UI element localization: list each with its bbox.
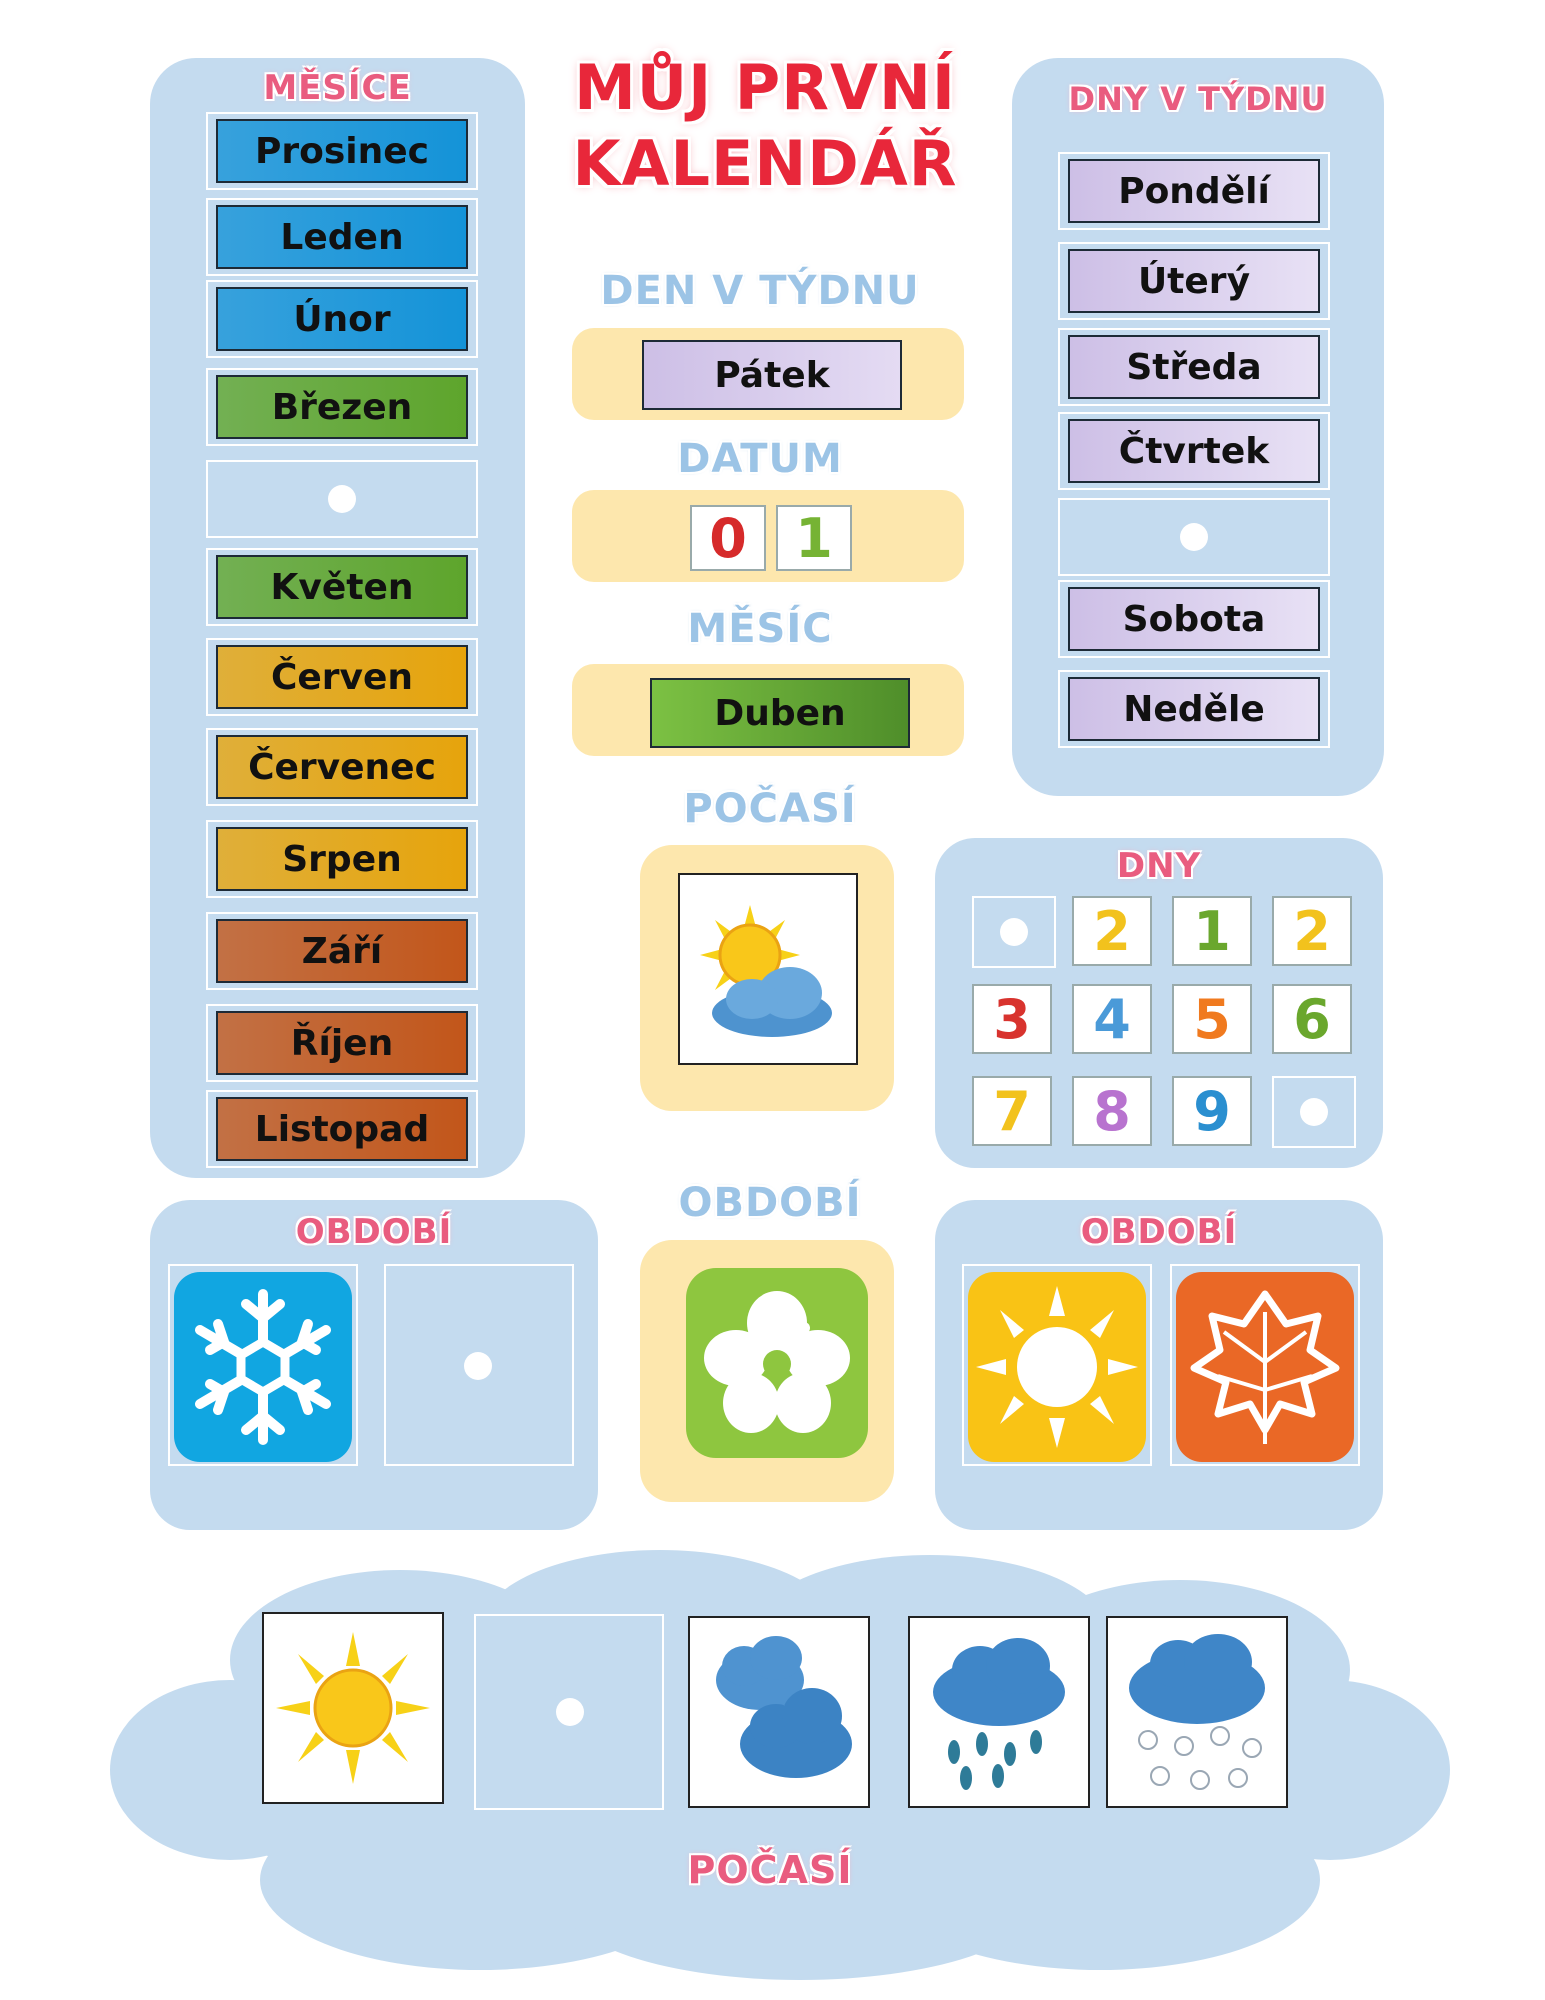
- sun-disc: [1017, 1327, 1097, 1407]
- flower-petal: [775, 1373, 831, 1433]
- month-card[interactable]: Červenec: [216, 735, 468, 799]
- day-number-card[interactable]: 3: [972, 984, 1052, 1054]
- month-card[interactable]: Červen: [216, 645, 468, 709]
- season-left-title: OBDOBÍ: [295, 1212, 453, 1252]
- month-slot[interactable]: [206, 460, 478, 538]
- snowflake-hex: [241, 1342, 285, 1392]
- weekday-slot[interactable]: [1058, 670, 1330, 748]
- weekday-card[interactable]: Neděle: [1068, 677, 1320, 741]
- season-right-title: OBDOBÍ: [1080, 1212, 1238, 1252]
- month-slot[interactable]: [206, 280, 478, 358]
- day-number-card[interactable]: 1: [1172, 896, 1252, 966]
- month-slot[interactable]: [206, 1090, 478, 1168]
- weekday-card[interactable]: Čtvrtek: [1068, 419, 1320, 483]
- day-number-slot[interactable]: [1272, 1076, 1356, 1148]
- weather-cloudy-card[interactable]: [688, 1616, 870, 1808]
- day-number-card[interactable]: 2: [1272, 896, 1352, 966]
- month-card[interactable]: Březen: [216, 375, 468, 439]
- weekday-slot[interactable]: [1058, 242, 1330, 320]
- weekday-card[interactable]: Úterý: [1068, 249, 1320, 313]
- day-number-card[interactable]: 7: [972, 1076, 1052, 1146]
- day-number-card[interactable]: 5: [1172, 984, 1252, 1054]
- day-number-card[interactable]: 2: [1072, 896, 1152, 966]
- date-digit-tens[interactable]: 0: [690, 505, 766, 571]
- weekday-slot[interactable]: [1058, 498, 1330, 576]
- page-title-line1: MŮJ PRVNÍ: [574, 51, 956, 124]
- empty-slot-dot: [464, 1352, 492, 1380]
- sun-icon: [968, 1272, 1146, 1462]
- snow-cloud-icon: [1108, 1618, 1286, 1806]
- month-slot[interactable]: [206, 638, 478, 716]
- empty-slot-dot: [556, 1698, 584, 1726]
- hibiscus-flower-icon: [686, 1268, 868, 1458]
- month-card[interactable]: Prosinec: [216, 119, 468, 183]
- weekday-slot[interactable]: [1058, 412, 1330, 490]
- flower-stamen: [798, 1322, 810, 1334]
- month-card[interactable]: Listopad: [216, 1097, 468, 1161]
- day-of-week-card[interactable]: Pátek: [642, 340, 902, 410]
- month-label: MĚSÍC: [687, 606, 833, 652]
- empty-slot-dot: [1300, 1098, 1328, 1126]
- clouds-icon: [690, 1618, 868, 1806]
- season-label: OBDOBÍ: [678, 1180, 862, 1226]
- date-digit-ones[interactable]: 1: [776, 505, 852, 571]
- weekday-card[interactable]: Sobota: [1068, 587, 1320, 651]
- month-slot[interactable]: [206, 820, 478, 898]
- season-current-card[interactable]: [686, 1268, 868, 1458]
- weekday-card[interactable]: Středa: [1068, 335, 1320, 399]
- sun-icon: [264, 1614, 442, 1802]
- day-number-card[interactable]: 6: [1272, 984, 1352, 1054]
- month-card[interactable]: Květen: [216, 555, 468, 619]
- sun-behind-cloud-icon: [680, 875, 856, 1063]
- month-slot[interactable]: [206, 548, 478, 626]
- season-autumn-card[interactable]: [1176, 1272, 1354, 1462]
- empty-slot-dot: [1000, 918, 1028, 946]
- day-of-week-label: DEN V TÝDNU: [600, 268, 920, 314]
- rain-cloud-icon: [910, 1618, 1088, 1806]
- season-summer-card[interactable]: [968, 1272, 1146, 1462]
- empty-slot-dot: [328, 485, 356, 513]
- month-card[interactable]: Únor: [216, 287, 468, 351]
- weekday-card[interactable]: Pondělí: [1068, 159, 1320, 223]
- weather-rain-card[interactable]: [908, 1616, 1090, 1808]
- page-title: [540, 50, 990, 202]
- cloud-part: [726, 979, 778, 1019]
- weekday-slot[interactable]: [1058, 152, 1330, 230]
- month-slot[interactable]: [206, 112, 478, 190]
- month-card[interactable]: Říjen: [216, 1011, 468, 1075]
- empty-slot-dot: [1180, 523, 1208, 551]
- month-card[interactable]: Srpen: [216, 827, 468, 891]
- month-slot[interactable]: [206, 912, 478, 990]
- weather-snow-card[interactable]: [1106, 1616, 1288, 1808]
- date-label: DATUM: [677, 436, 843, 482]
- month-slot[interactable]: [206, 728, 478, 806]
- month-slot[interactable]: [206, 368, 478, 446]
- page-title-line2: KALENDÁŘ: [572, 127, 958, 200]
- sun-disc: [315, 1670, 391, 1746]
- weekday-slot[interactable]: [1058, 328, 1330, 406]
- month-card[interactable]: Duben: [650, 678, 910, 748]
- day-number-card[interactable]: 8: [1072, 1076, 1152, 1146]
- flower-petal: [723, 1373, 779, 1433]
- day-number-card[interactable]: 9: [1172, 1076, 1252, 1146]
- month-card[interactable]: Leden: [216, 205, 468, 269]
- autumn-leaf-icon: [1176, 1272, 1354, 1462]
- season-winter-card[interactable]: [174, 1272, 352, 1462]
- date-box: [572, 490, 964, 582]
- weather-label: POČASÍ: [683, 786, 857, 832]
- snowflake-icon: [174, 1272, 352, 1462]
- weather-cloud-title: POČASÍ: [687, 1848, 853, 1892]
- day-number-card[interactable]: 4: [1072, 984, 1152, 1054]
- weekdays-panel-title: DNY V TÝDNU: [1068, 80, 1328, 118]
- weather-sunny-card[interactable]: [262, 1612, 444, 1804]
- day-number-slot[interactable]: [972, 896, 1056, 968]
- month-slot[interactable]: [206, 198, 478, 276]
- flower-center: [763, 1350, 791, 1378]
- day-numbers-title: DNY: [1116, 846, 1202, 886]
- month-slot[interactable]: [206, 1004, 478, 1082]
- weekday-slot[interactable]: [1058, 580, 1330, 658]
- weather-current-card[interactable]: [678, 873, 858, 1065]
- months-panel-title: MĚSÍCE: [263, 68, 412, 108]
- month-card[interactable]: Září: [216, 919, 468, 983]
